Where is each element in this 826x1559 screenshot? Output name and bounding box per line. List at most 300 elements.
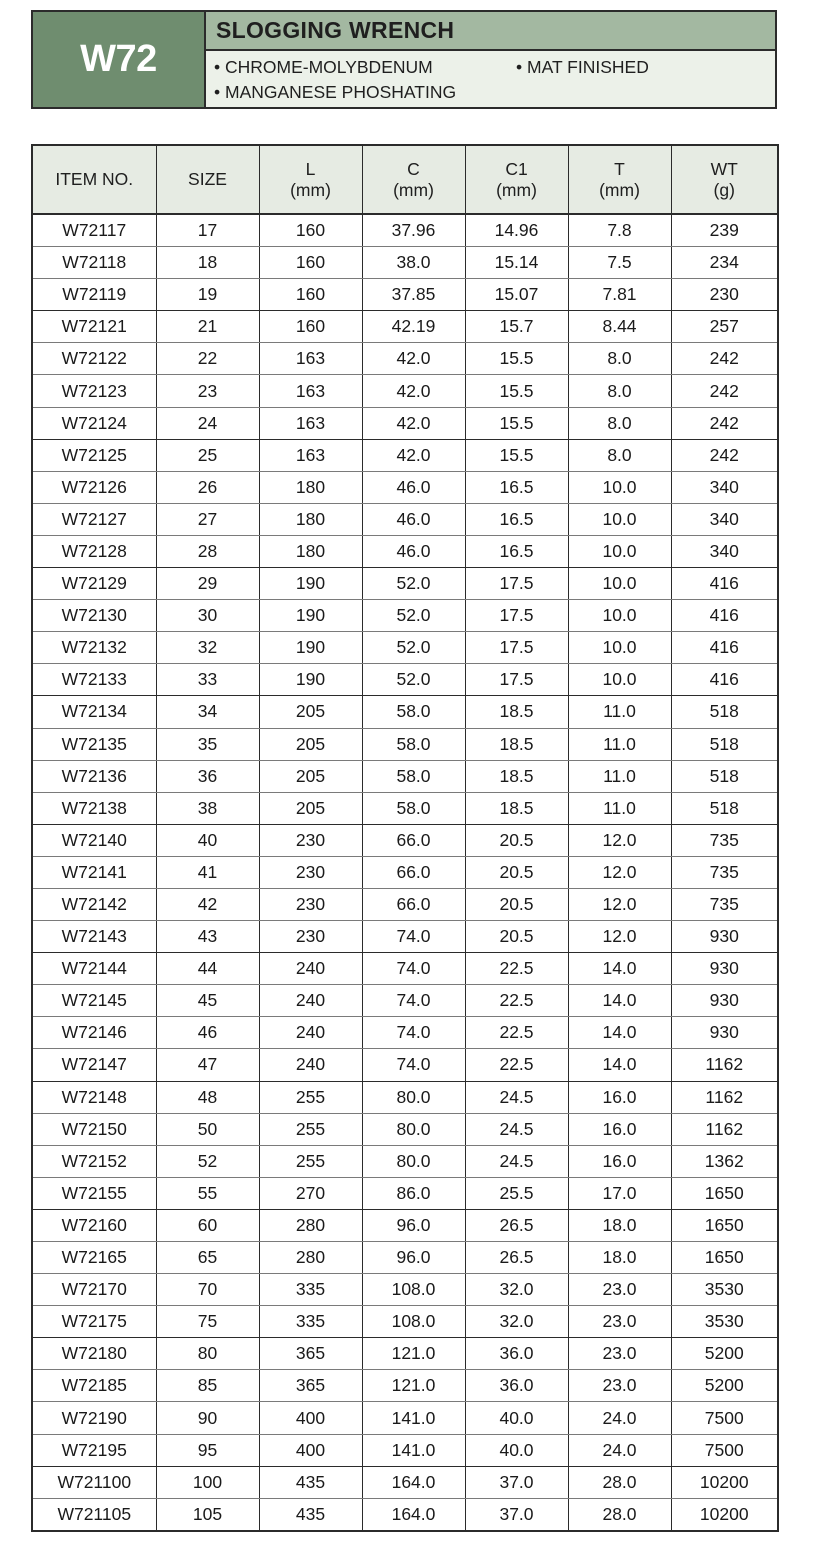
wt-cell: 1650 xyxy=(671,1177,778,1209)
table-row xyxy=(32,1402,778,1434)
wt-cell: 518 xyxy=(671,760,778,792)
item-no-cell: W72128 xyxy=(32,535,156,567)
c1-cell: 15.7 xyxy=(465,311,568,343)
c-cell: 52.0 xyxy=(362,664,465,696)
size-cell: 38 xyxy=(156,792,259,824)
col-name: C xyxy=(407,158,420,179)
t-cell: 7.81 xyxy=(568,279,671,311)
item-no-cell: W72125 xyxy=(32,439,156,471)
c-cell: 108.0 xyxy=(362,1306,465,1338)
l-cell: 205 xyxy=(259,792,362,824)
table-row xyxy=(32,824,778,856)
t-cell: 23.0 xyxy=(568,1306,671,1338)
t-cell: 8.0 xyxy=(568,375,671,407)
size-cell: 95 xyxy=(156,1434,259,1466)
size-cell: 42 xyxy=(156,888,259,920)
c1-cell: 18.5 xyxy=(465,696,568,728)
c1-cell: 20.5 xyxy=(465,921,568,953)
l-cell: 365 xyxy=(259,1338,362,1370)
wt-cell: 930 xyxy=(671,921,778,953)
c1-cell: 24.5 xyxy=(465,1081,568,1113)
c1-cell: 17.5 xyxy=(465,664,568,696)
c1-cell: 26.5 xyxy=(465,1242,568,1274)
c-cell: 80.0 xyxy=(362,1081,465,1113)
t-cell: 7.8 xyxy=(568,214,671,247)
product-code: W72 xyxy=(33,12,206,107)
table-row xyxy=(32,1081,778,1113)
col-name: ITEM NO. xyxy=(55,169,134,189)
l-cell: 190 xyxy=(259,632,362,664)
c-cell: 80.0 xyxy=(362,1113,465,1145)
t-cell: 18.0 xyxy=(568,1209,671,1241)
product-header xyxy=(31,10,777,109)
table-row xyxy=(32,1274,778,1306)
c1-cell: 36.0 xyxy=(465,1370,568,1402)
size-cell: 25 xyxy=(156,439,259,471)
wt-cell: 5200 xyxy=(671,1338,778,1370)
size-cell: 45 xyxy=(156,985,259,1017)
item-no-cell: W72134 xyxy=(32,696,156,728)
table-row xyxy=(32,375,778,407)
feature-item: • CHROME-MOLYBDENUM xyxy=(214,57,433,77)
col-header-size xyxy=(156,145,259,214)
wt-cell: 10200 xyxy=(671,1466,778,1498)
wt-cell: 416 xyxy=(671,632,778,664)
c1-cell: 24.5 xyxy=(465,1113,568,1145)
l-cell: 255 xyxy=(259,1145,362,1177)
t-cell: 11.0 xyxy=(568,728,671,760)
size-cell: 55 xyxy=(156,1177,259,1209)
size-cell: 43 xyxy=(156,921,259,953)
wt-cell: 1162 xyxy=(671,1081,778,1113)
l-cell: 230 xyxy=(259,824,362,856)
table-row xyxy=(32,1498,778,1531)
size-cell: 100 xyxy=(156,1466,259,1498)
item-no-cell: W72144 xyxy=(32,953,156,985)
col-unit: (g) xyxy=(713,179,735,200)
c1-cell: 16.5 xyxy=(465,471,568,503)
c-cell: 74.0 xyxy=(362,1049,465,1081)
table-row xyxy=(32,921,778,953)
col-unit: (mm) xyxy=(393,179,434,200)
size-cell: 24 xyxy=(156,407,259,439)
c-cell: 38.0 xyxy=(362,247,465,279)
item-no-cell: W72170 xyxy=(32,1274,156,1306)
l-cell: 230 xyxy=(259,888,362,920)
item-no-cell: W721105 xyxy=(32,1498,156,1531)
wt-cell: 518 xyxy=(671,792,778,824)
t-cell: 24.0 xyxy=(568,1434,671,1466)
t-cell: 24.0 xyxy=(568,1402,671,1434)
c1-cell: 15.5 xyxy=(465,407,568,439)
t-cell: 10.0 xyxy=(568,600,671,632)
c1-cell: 22.5 xyxy=(465,953,568,985)
wt-cell: 340 xyxy=(671,471,778,503)
c-cell: 58.0 xyxy=(362,696,465,728)
size-cell: 27 xyxy=(156,503,259,535)
table-row xyxy=(32,696,778,728)
wt-cell: 340 xyxy=(671,503,778,535)
table-row xyxy=(32,1338,778,1370)
col-name: T xyxy=(614,158,625,179)
item-no-cell: W72160 xyxy=(32,1209,156,1241)
l-cell: 240 xyxy=(259,985,362,1017)
item-no-cell: W72129 xyxy=(32,568,156,600)
wt-cell: 518 xyxy=(671,696,778,728)
t-cell: 8.0 xyxy=(568,407,671,439)
c1-cell: 18.5 xyxy=(465,728,568,760)
c1-cell: 25.5 xyxy=(465,1177,568,1209)
item-no-cell: W72126 xyxy=(32,471,156,503)
size-cell: 26 xyxy=(156,471,259,503)
col-unit: (mm) xyxy=(496,179,537,200)
col-unit: (mm) xyxy=(599,179,640,200)
col-header-c1 xyxy=(465,145,568,214)
col-name: SIZE xyxy=(188,169,227,189)
table-row xyxy=(32,792,778,824)
c-cell: 52.0 xyxy=(362,568,465,600)
t-cell: 28.0 xyxy=(568,1498,671,1531)
t-cell: 23.0 xyxy=(568,1338,671,1370)
col-name: C1 xyxy=(505,158,528,179)
size-cell: 34 xyxy=(156,696,259,728)
size-cell: 85 xyxy=(156,1370,259,1402)
t-cell: 17.0 xyxy=(568,1177,671,1209)
l-cell: 240 xyxy=(259,1017,362,1049)
col-header-l xyxy=(259,145,362,214)
l-cell: 270 xyxy=(259,1177,362,1209)
wt-cell: 242 xyxy=(671,343,778,375)
wt-cell: 1650 xyxy=(671,1209,778,1241)
table-row xyxy=(32,1306,778,1338)
table-row xyxy=(32,728,778,760)
table-row xyxy=(32,311,778,343)
c1-cell: 20.5 xyxy=(465,856,568,888)
c-cell: 121.0 xyxy=(362,1370,465,1402)
table-row xyxy=(32,1145,778,1177)
l-cell: 400 xyxy=(259,1402,362,1434)
item-no-cell: W72140 xyxy=(32,824,156,856)
wt-cell: 1162 xyxy=(671,1049,778,1081)
item-no-cell: W721100 xyxy=(32,1466,156,1498)
l-cell: 190 xyxy=(259,600,362,632)
size-cell: 52 xyxy=(156,1145,259,1177)
item-no-cell: W72150 xyxy=(32,1113,156,1145)
t-cell: 23.0 xyxy=(568,1274,671,1306)
table-row xyxy=(32,568,778,600)
item-no-cell: W72141 xyxy=(32,856,156,888)
c-cell: 164.0 xyxy=(362,1498,465,1531)
table-row xyxy=(32,214,778,247)
t-cell: 10.0 xyxy=(568,568,671,600)
table-header-row xyxy=(32,145,778,214)
table-row xyxy=(32,985,778,1017)
table-row xyxy=(32,1242,778,1274)
c-cell: 66.0 xyxy=(362,824,465,856)
table-row xyxy=(32,439,778,471)
item-no-cell: W72135 xyxy=(32,728,156,760)
c-cell: 96.0 xyxy=(362,1242,465,1274)
item-no-cell: W72136 xyxy=(32,760,156,792)
c-cell: 164.0 xyxy=(362,1466,465,1498)
t-cell: 14.0 xyxy=(568,1017,671,1049)
c1-cell: 15.14 xyxy=(465,247,568,279)
size-cell: 65 xyxy=(156,1242,259,1274)
c1-cell: 15.5 xyxy=(465,375,568,407)
wt-cell: 3530 xyxy=(671,1306,778,1338)
wt-cell: 930 xyxy=(671,953,778,985)
wt-cell: 416 xyxy=(671,664,778,696)
l-cell: 255 xyxy=(259,1113,362,1145)
l-cell: 163 xyxy=(259,343,362,375)
l-cell: 180 xyxy=(259,503,362,535)
size-cell: 44 xyxy=(156,953,259,985)
c-cell: 58.0 xyxy=(362,728,465,760)
c-cell: 141.0 xyxy=(362,1434,465,1466)
table-row xyxy=(32,953,778,985)
c1-cell: 22.5 xyxy=(465,985,568,1017)
c1-cell: 26.5 xyxy=(465,1209,568,1241)
l-cell: 160 xyxy=(259,279,362,311)
t-cell: 10.0 xyxy=(568,535,671,567)
table-row xyxy=(32,535,778,567)
table-row xyxy=(32,1049,778,1081)
size-cell: 47 xyxy=(156,1049,259,1081)
table-row xyxy=(32,856,778,888)
table-row xyxy=(32,1177,778,1209)
wt-cell: 7500 xyxy=(671,1402,778,1434)
size-cell: 23 xyxy=(156,375,259,407)
l-cell: 335 xyxy=(259,1306,362,1338)
c-cell: 66.0 xyxy=(362,888,465,920)
wt-cell: 242 xyxy=(671,375,778,407)
c-cell: 42.0 xyxy=(362,375,465,407)
item-no-cell: W72175 xyxy=(32,1306,156,1338)
l-cell: 190 xyxy=(259,568,362,600)
col-header-wt xyxy=(671,145,778,214)
item-no-cell: W72132 xyxy=(32,632,156,664)
table-row xyxy=(32,279,778,311)
size-cell: 48 xyxy=(156,1081,259,1113)
item-no-cell: W72155 xyxy=(32,1177,156,1209)
size-cell: 40 xyxy=(156,824,259,856)
wt-cell: 416 xyxy=(671,600,778,632)
table-row xyxy=(32,1434,778,1466)
size-cell: 30 xyxy=(156,600,259,632)
item-no-cell: W72117 xyxy=(32,214,156,247)
item-no-cell: W72123 xyxy=(32,375,156,407)
c1-cell: 14.96 xyxy=(465,214,568,247)
product-features xyxy=(206,51,775,107)
l-cell: 180 xyxy=(259,471,362,503)
c1-cell: 17.5 xyxy=(465,632,568,664)
c-cell: 74.0 xyxy=(362,921,465,953)
l-cell: 240 xyxy=(259,953,362,985)
size-cell: 19 xyxy=(156,279,259,311)
c1-cell: 22.5 xyxy=(465,1049,568,1081)
t-cell: 12.0 xyxy=(568,824,671,856)
size-cell: 32 xyxy=(156,632,259,664)
item-no-cell: W72146 xyxy=(32,1017,156,1049)
c1-cell: 22.5 xyxy=(465,1017,568,1049)
t-cell: 16.0 xyxy=(568,1113,671,1145)
size-cell: 17 xyxy=(156,214,259,247)
l-cell: 230 xyxy=(259,856,362,888)
t-cell: 12.0 xyxy=(568,888,671,920)
table-row xyxy=(32,1466,778,1498)
c1-cell: 17.5 xyxy=(465,600,568,632)
c-cell: 37.96 xyxy=(362,214,465,247)
product-title: SLOGGING WRENCH xyxy=(206,12,775,51)
c-cell: 42.0 xyxy=(362,439,465,471)
c-cell: 74.0 xyxy=(362,985,465,1017)
col-name: L xyxy=(305,158,316,179)
l-cell: 190 xyxy=(259,664,362,696)
l-cell: 400 xyxy=(259,1434,362,1466)
size-cell: 105 xyxy=(156,1498,259,1531)
c1-cell: 32.0 xyxy=(465,1274,568,1306)
item-no-cell: W72152 xyxy=(32,1145,156,1177)
table-row xyxy=(32,1209,778,1241)
wt-cell: 416 xyxy=(671,568,778,600)
t-cell: 12.0 xyxy=(568,856,671,888)
l-cell: 365 xyxy=(259,1370,362,1402)
col-name: WT xyxy=(710,158,738,179)
c-cell: 52.0 xyxy=(362,600,465,632)
t-cell: 14.0 xyxy=(568,985,671,1017)
c1-cell: 40.0 xyxy=(465,1402,568,1434)
wt-cell: 239 xyxy=(671,214,778,247)
l-cell: 160 xyxy=(259,214,362,247)
size-cell: 80 xyxy=(156,1338,259,1370)
item-no-cell: W72122 xyxy=(32,343,156,375)
c1-cell: 37.0 xyxy=(465,1498,568,1531)
item-no-cell: W72121 xyxy=(32,311,156,343)
table-row xyxy=(32,632,778,664)
l-cell: 205 xyxy=(259,760,362,792)
c1-cell: 20.5 xyxy=(465,888,568,920)
size-cell: 60 xyxy=(156,1209,259,1241)
c1-cell: 16.5 xyxy=(465,503,568,535)
feature-item: • MANGANESE PHOSHATING xyxy=(214,82,457,102)
c-cell: 42.0 xyxy=(362,407,465,439)
c1-cell: 20.5 xyxy=(465,824,568,856)
size-cell: 36 xyxy=(156,760,259,792)
col-header-t xyxy=(568,145,671,214)
t-cell: 12.0 xyxy=(568,921,671,953)
c-cell: 46.0 xyxy=(362,471,465,503)
wt-cell: 340 xyxy=(671,535,778,567)
l-cell: 163 xyxy=(259,439,362,471)
c-cell: 108.0 xyxy=(362,1274,465,1306)
t-cell: 16.0 xyxy=(568,1145,671,1177)
t-cell: 14.0 xyxy=(568,1049,671,1081)
l-cell: 280 xyxy=(259,1242,362,1274)
table-row xyxy=(32,247,778,279)
table-row xyxy=(32,407,778,439)
spec-table xyxy=(31,144,779,1532)
wt-cell: 1650 xyxy=(671,1242,778,1274)
item-no-cell: W72165 xyxy=(32,1242,156,1274)
col-unit: (mm) xyxy=(290,179,331,200)
c1-cell: 15.5 xyxy=(465,439,568,471)
l-cell: 160 xyxy=(259,247,362,279)
size-cell: 33 xyxy=(156,664,259,696)
size-cell: 75 xyxy=(156,1306,259,1338)
c-cell: 37.85 xyxy=(362,279,465,311)
item-no-cell: W72118 xyxy=(32,247,156,279)
t-cell: 11.0 xyxy=(568,792,671,824)
wt-cell: 735 xyxy=(671,824,778,856)
size-cell: 22 xyxy=(156,343,259,375)
feature-item: • MAT FINISHED xyxy=(516,57,649,77)
wt-cell: 930 xyxy=(671,985,778,1017)
item-no-cell: W72127 xyxy=(32,503,156,535)
l-cell: 335 xyxy=(259,1274,362,1306)
l-cell: 180 xyxy=(259,535,362,567)
item-no-cell: W72180 xyxy=(32,1338,156,1370)
l-cell: 280 xyxy=(259,1209,362,1241)
size-cell: 35 xyxy=(156,728,259,760)
table-row xyxy=(32,888,778,920)
t-cell: 10.0 xyxy=(568,632,671,664)
c-cell: 58.0 xyxy=(362,792,465,824)
col-header-c xyxy=(362,145,465,214)
c1-cell: 24.5 xyxy=(465,1145,568,1177)
l-cell: 163 xyxy=(259,407,362,439)
wt-cell: 1162 xyxy=(671,1113,778,1145)
wt-cell: 518 xyxy=(671,728,778,760)
item-no-cell: W72143 xyxy=(32,921,156,953)
table-row xyxy=(32,471,778,503)
size-cell: 41 xyxy=(156,856,259,888)
l-cell: 160 xyxy=(259,311,362,343)
wt-cell: 242 xyxy=(671,439,778,471)
wt-cell: 3530 xyxy=(671,1274,778,1306)
t-cell: 18.0 xyxy=(568,1242,671,1274)
item-no-cell: W72190 xyxy=(32,1402,156,1434)
l-cell: 205 xyxy=(259,696,362,728)
wt-cell: 930 xyxy=(671,1017,778,1049)
item-no-cell: W72195 xyxy=(32,1434,156,1466)
size-cell: 18 xyxy=(156,247,259,279)
c-cell: 74.0 xyxy=(362,953,465,985)
item-no-cell: W72130 xyxy=(32,600,156,632)
c-cell: 58.0 xyxy=(362,760,465,792)
t-cell: 11.0 xyxy=(568,696,671,728)
c1-cell: 37.0 xyxy=(465,1466,568,1498)
c-cell: 46.0 xyxy=(362,535,465,567)
c1-cell: 18.5 xyxy=(465,792,568,824)
c-cell: 141.0 xyxy=(362,1402,465,1434)
c-cell: 86.0 xyxy=(362,1177,465,1209)
wt-cell: 234 xyxy=(671,247,778,279)
t-cell: 8.44 xyxy=(568,311,671,343)
size-cell: 90 xyxy=(156,1402,259,1434)
item-no-cell: W72142 xyxy=(32,888,156,920)
t-cell: 10.0 xyxy=(568,471,671,503)
c1-cell: 18.5 xyxy=(465,760,568,792)
t-cell: 10.0 xyxy=(568,503,671,535)
table-row xyxy=(32,1017,778,1049)
t-cell: 8.0 xyxy=(568,343,671,375)
wt-cell: 735 xyxy=(671,888,778,920)
c-cell: 80.0 xyxy=(362,1145,465,1177)
item-no-cell: W72145 xyxy=(32,985,156,1017)
t-cell: 10.0 xyxy=(568,664,671,696)
t-cell: 8.0 xyxy=(568,439,671,471)
c-cell: 52.0 xyxy=(362,632,465,664)
